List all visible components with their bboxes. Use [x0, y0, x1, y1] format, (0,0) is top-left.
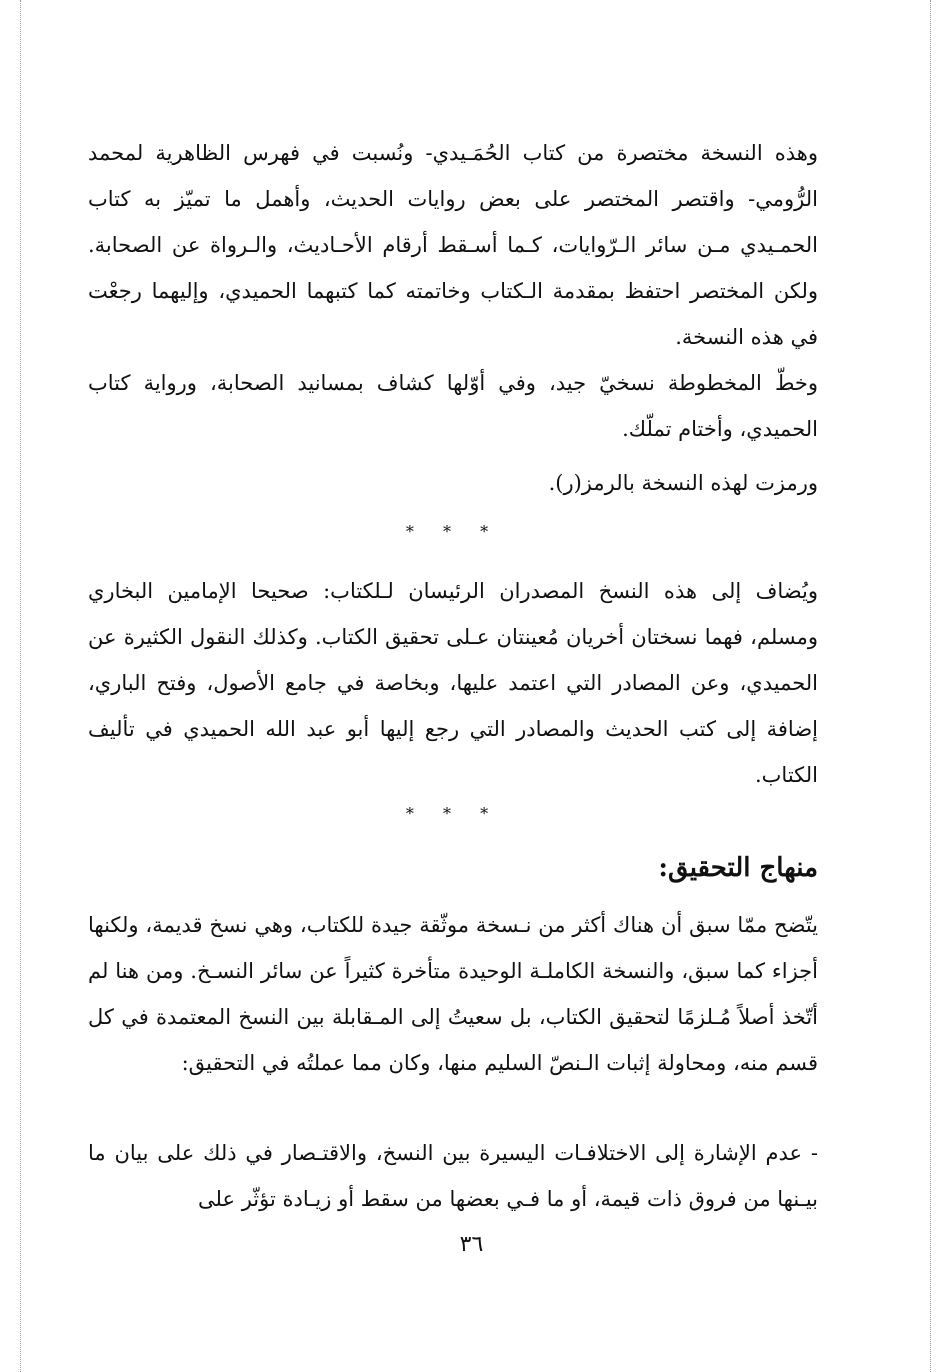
paragraph-first-rule [88, 1130, 818, 1222]
page-number: ٣٦ [459, 1232, 484, 1257]
paragraph-text: - عدم الإشارة إلى الاختلافـات اليسيرة بين النسخ، والاقتـصار في ذلك على بيان ما بيـنها من فروق ذات قيمة، أو ما فـي بعضها من سقط أو زيـادة تؤثّر على [88, 1141, 818, 1211]
paragraph-symbol [88, 460, 818, 506]
paragraph-main-sources [88, 568, 818, 798]
paragraph-manuscript-description [88, 130, 818, 360]
paragraph-handwriting [88, 360, 818, 452]
paragraph-text: ورمزت لهذه النسخة بالرمز(ر). [548, 471, 818, 495]
right-margin-dotted-line [930, 0, 931, 1372]
section-heading: منهاج التحقيق: [658, 853, 818, 883]
paragraph-methodology [88, 902, 818, 1086]
paragraph-text: وخطّ المخطوطة نسخيّ جيد، وفي أوّلها كشاف بمسانيد الصحابة، ورواية كتاب الحميدي، وأختام تملّك. [88, 371, 818, 441]
left-margin-dotted-line [20, 0, 21, 1372]
paragraph-text: ويُضاف إلى هذه النسخ المصدران الرئيسان لـلكتاب: صحيحا الإمامين البخاري ومسلم، فهما نسختان أخريان مُعينتان عـلى تحقيق الكتاب. وكذلك النقول الكثيرة عن الحميدي، وعن المصادر التي اعتمد عليها، وبخاصة في جامع الأصول، وفتح الباري، إضافة إلى كتب الحديث والمصادر التي رجع إليها أبو عبد الله الحميدي في تأليف الكتاب. [88, 579, 819, 787]
section-separator-1: * * * [405, 522, 501, 541]
section-separator-2: * * * [405, 804, 501, 823]
paragraph-text: يتّضح ممّا سبق أن هناك أكثر من نـسخة موثّقة جيدة للكتاب، وهي نسخ قديمة، ولكنها أجزاء كما سبق، والنسخة الكاملـة الوحيدة متأخرة كثيراً عن سائر النسـخ. ومن هنا لم أتّخذ أصلاً مُـلزمًا لتحقيق الكتاب، بل سعيتُ إلى المـقابلة بين النسخ المعتمدة في كل قسم منه، ومحاولة إثبات الـنصّ السليم منها، وكان مما عملتُه في التحقيق: [88, 913, 818, 1075]
paragraph-text: وهذه النسخة مختصرة من كتاب الحُمَـيدي- ونُسبت في فهرس الظاهرية لمحمد الرُّومي- واقتصر المختصر على بعض روايات الحديث، وأهمل ما تميّز به كتاب الحمـيدي مـن سائر الـرّوايات، كـما أسـقط أرقام الأحـاديث، والـرواة عن الصحابة. ولكن المختصر احتفظ بمقدمة الـكتاب وخاتمته كما كتبهما الحميدي، وإليهما رجعْت في هذه النسخة. [88, 141, 818, 349]
